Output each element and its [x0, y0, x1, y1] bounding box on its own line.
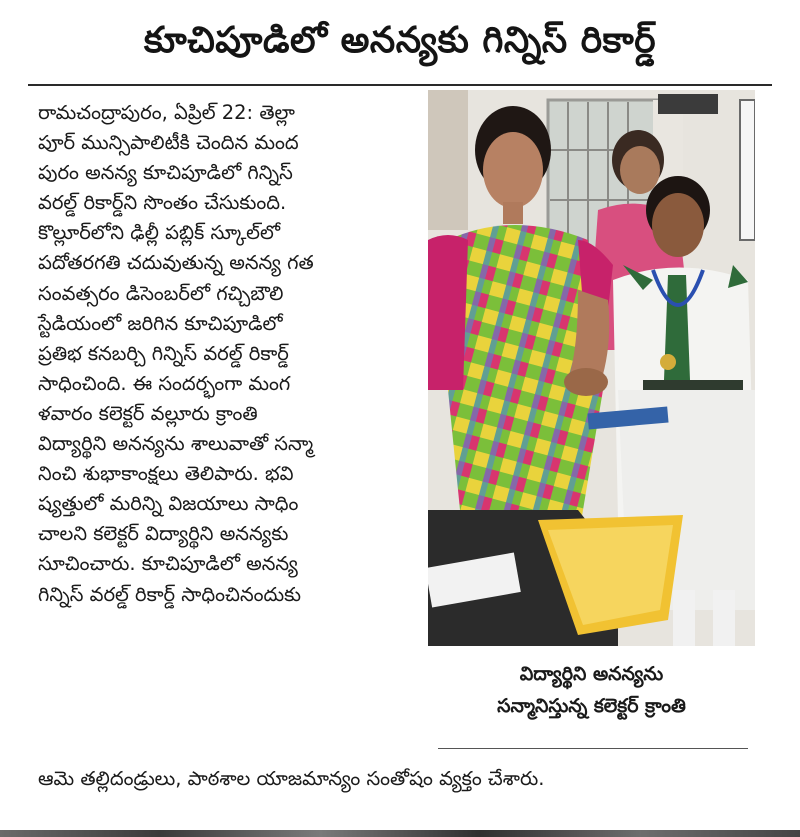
adjacent-clipping-edge	[0, 830, 800, 837]
article-last-line: ఆమె తల్లిదండ్రులు, పాఠశాల యాజమాన్యం సంతోషం వ్యక్తం చేశారు.	[38, 767, 545, 790]
body-line: సాధించింది. ఈ సందర్భంగా మంగ	[38, 371, 291, 395]
collector-honoring-student-photo	[428, 90, 755, 646]
body-line: నించి శుభాకాంక్షలు తెలిపారు. భవి	[38, 462, 294, 486]
student-face	[652, 193, 704, 257]
article-body	[38, 98, 438, 610]
body-line: ప్రతిభ కనబర్చి గిన్నిస్ వరల్డ్ రికార్డ్	[38, 341, 289, 365]
body-line: చాలని కలెక్టర్ విద్యార్థిని అనన్యకు	[38, 522, 289, 546]
woman-face	[483, 132, 543, 208]
article-photo	[428, 90, 755, 646]
headline: కూచిపూడిలో అనన్యకు గిన్నిస్ రికార్డ్	[143, 20, 657, 61]
student-sock-left	[673, 590, 695, 646]
caption-line: సన్మానిస్తున్న కలెక్టర్ క్రాంతి	[497, 695, 686, 717]
body-line: పూర్ మున్సిపాలిటీకి చెందిన మంద	[38, 131, 299, 155]
body-line: సూచించారు. కూచిపూడిలో అనన్య	[38, 552, 298, 576]
body-line: స్టేడియంలో జరిగిన కూచిపూడిలో	[38, 311, 283, 335]
body-line: ళవారం కలెక్టర్ వల్లూరు క్రాంతి	[38, 401, 258, 425]
student-sock-right	[713, 590, 735, 646]
headline-divider	[28, 84, 772, 86]
photo-caption	[428, 658, 755, 722]
body-line: కొల్లూర్‌లోని ఢిల్లీ పబ్లిక్ స్కూల్‌లో	[38, 221, 281, 245]
woman-blouse-left	[428, 235, 468, 390]
medal	[660, 354, 676, 370]
caption-divider	[438, 748, 748, 749]
body-line: వరల్డ్ రికార్డ్‌ని సొంతం చేసుకుంది.	[38, 191, 287, 215]
bg-woman-face	[620, 146, 660, 194]
wall-shade	[428, 90, 468, 230]
woman-neck	[503, 202, 523, 224]
wall-frame	[658, 94, 718, 114]
caption-line: విద్యార్థిని అనన్యను	[519, 663, 664, 685]
notice-board	[740, 100, 755, 240]
handshake	[564, 368, 608, 396]
body-line: పురం అనన్య కూచిపూడిలో గిన్నిస్	[38, 161, 293, 185]
body-line: సంవత్సరం డిసెంబర్‌లో గచ్చిబౌలి	[38, 281, 284, 305]
body-line: ష్యత్తులో మరిన్ని విజయాలు సాధిం	[38, 492, 299, 516]
body-line: గిన్నిస్ వరల్డ్ రికార్డ్ సాధించినందుకు	[38, 582, 301, 606]
body-line: రామచంద్రాపురం, ఏప్రిల్ 22: తెల్లా	[38, 101, 295, 124]
body-line: పదోతరగతి చదువుతున్న అనన్య గత	[38, 251, 314, 275]
body-line: విద్యార్థిని అనన్యను శాలువాతో సన్మా	[38, 432, 314, 456]
newspaper-clipping	[18, 6, 782, 824]
student-tie	[664, 275, 690, 395]
